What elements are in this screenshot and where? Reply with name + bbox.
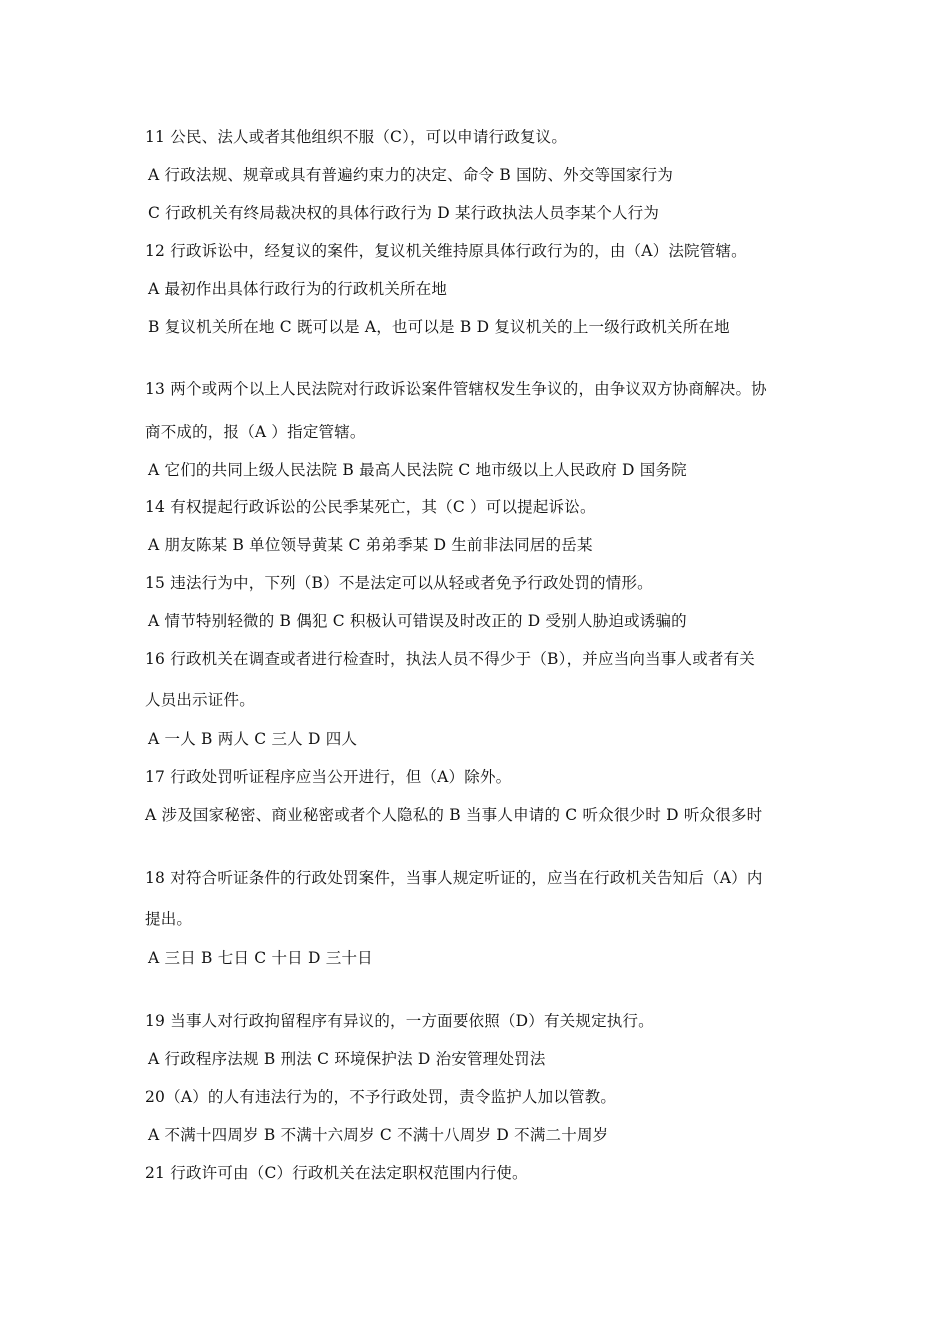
question-11: 11 公民、法人或者其他组织不服（C），可以申请行政复议。 xyxy=(145,128,568,146)
question-12-options-bcd: B 复议机关所在地 C 既可以是 A，也可以是 B D 复议机关的上一级行政机关所在地 xyxy=(148,318,730,336)
question-11-options-ab: A 行政法规、规章或具有普遍约束力的决定、命令 B 国防、外交等国家行为 xyxy=(148,166,674,184)
question-16-options: A 一人 B 两人 C 三人 D 四人 xyxy=(148,730,358,748)
question-20-options: A 不满十四周岁 B 不满十六周岁 C 不满十八周岁 D 不满二十周岁 xyxy=(148,1126,609,1144)
question-14: 14 有权提起行政诉讼的公民季某死亡，其（C ）可以提起诉讼。 xyxy=(145,498,596,516)
question-19: 19 当事人对行政拘留程序有异议的，一方面要依照（D）有关规定执行。 xyxy=(145,1012,654,1030)
question-14-options: A 朋友陈某 B 单位领导黄某 C 弟弟季某 D 生前非法同居的岳某 xyxy=(148,536,593,554)
question-20: 20（A）的人有违法行为的，不予行政处罚，责令监护人加以管教。 xyxy=(145,1088,617,1106)
question-17-options: A 涉及国家秘密、商业秘密或者个人隐私的 B 当事人申请的 C 听众很少时 D 听众很多时 xyxy=(145,806,763,824)
question-15-options: A 情节特别轻微的 B 偶犯 C 积极认可错误及时改正的 D 受别人胁迫或诱骗的 xyxy=(148,612,687,630)
question-15: 15 违法行为中，下列（B）不是法定可以从轻或者免予行政处罚的情形。 xyxy=(145,574,653,592)
question-12-option-a: A 最初作出具体行政行为的行政机关所在地 xyxy=(148,280,448,298)
question-18: 18 对符合听证条件的行政处罚案件，当事人规定听证的，应当在行政机关告知后（A）内 xyxy=(145,869,763,887)
question-18-continued: 提出。 xyxy=(145,910,193,928)
question-17: 17 行政处罚听证程序应当公开进行，但（A）除外。 xyxy=(145,768,512,786)
question-13: 13 两个或两个以上人民法院对行政诉讼案件管辖权发生争议的，由争议双方协商解决。协 xyxy=(145,380,767,398)
question-18-options: A 三日 B 七日 C 十日 D 三十日 xyxy=(148,949,373,967)
question-16-continued: 人员出示证件。 xyxy=(145,691,255,709)
question-13-continued: 商不成的，报（A ）指定管辖。 xyxy=(145,423,366,441)
question-13-options: A 它们的共同上级人民法院 B 最高人民法院 C 地市级以上人民政府 D 国务院 xyxy=(148,461,687,479)
question-12: 12 行政诉讼中，经复议的案件，复议机关维持原具体行政行为的，由（A）法院管辖。 xyxy=(145,242,747,260)
question-16: 16 行政机关在调查或者进行检查时，执法人员不得少于（B），并应当向当事人或者有关 xyxy=(145,650,755,668)
question-19-options: A 行政程序法规 B 刑法 C 环境保护法 D 治安管理处罚法 xyxy=(148,1050,546,1068)
question-21: 21 行政许可由（C）行政机关在法定职权范围内行使。 xyxy=(145,1164,528,1182)
question-11-options-cd: C 行政机关有终局裁决权的具体行政行为 D 某行政执法人员李某个人行为 xyxy=(148,204,660,222)
